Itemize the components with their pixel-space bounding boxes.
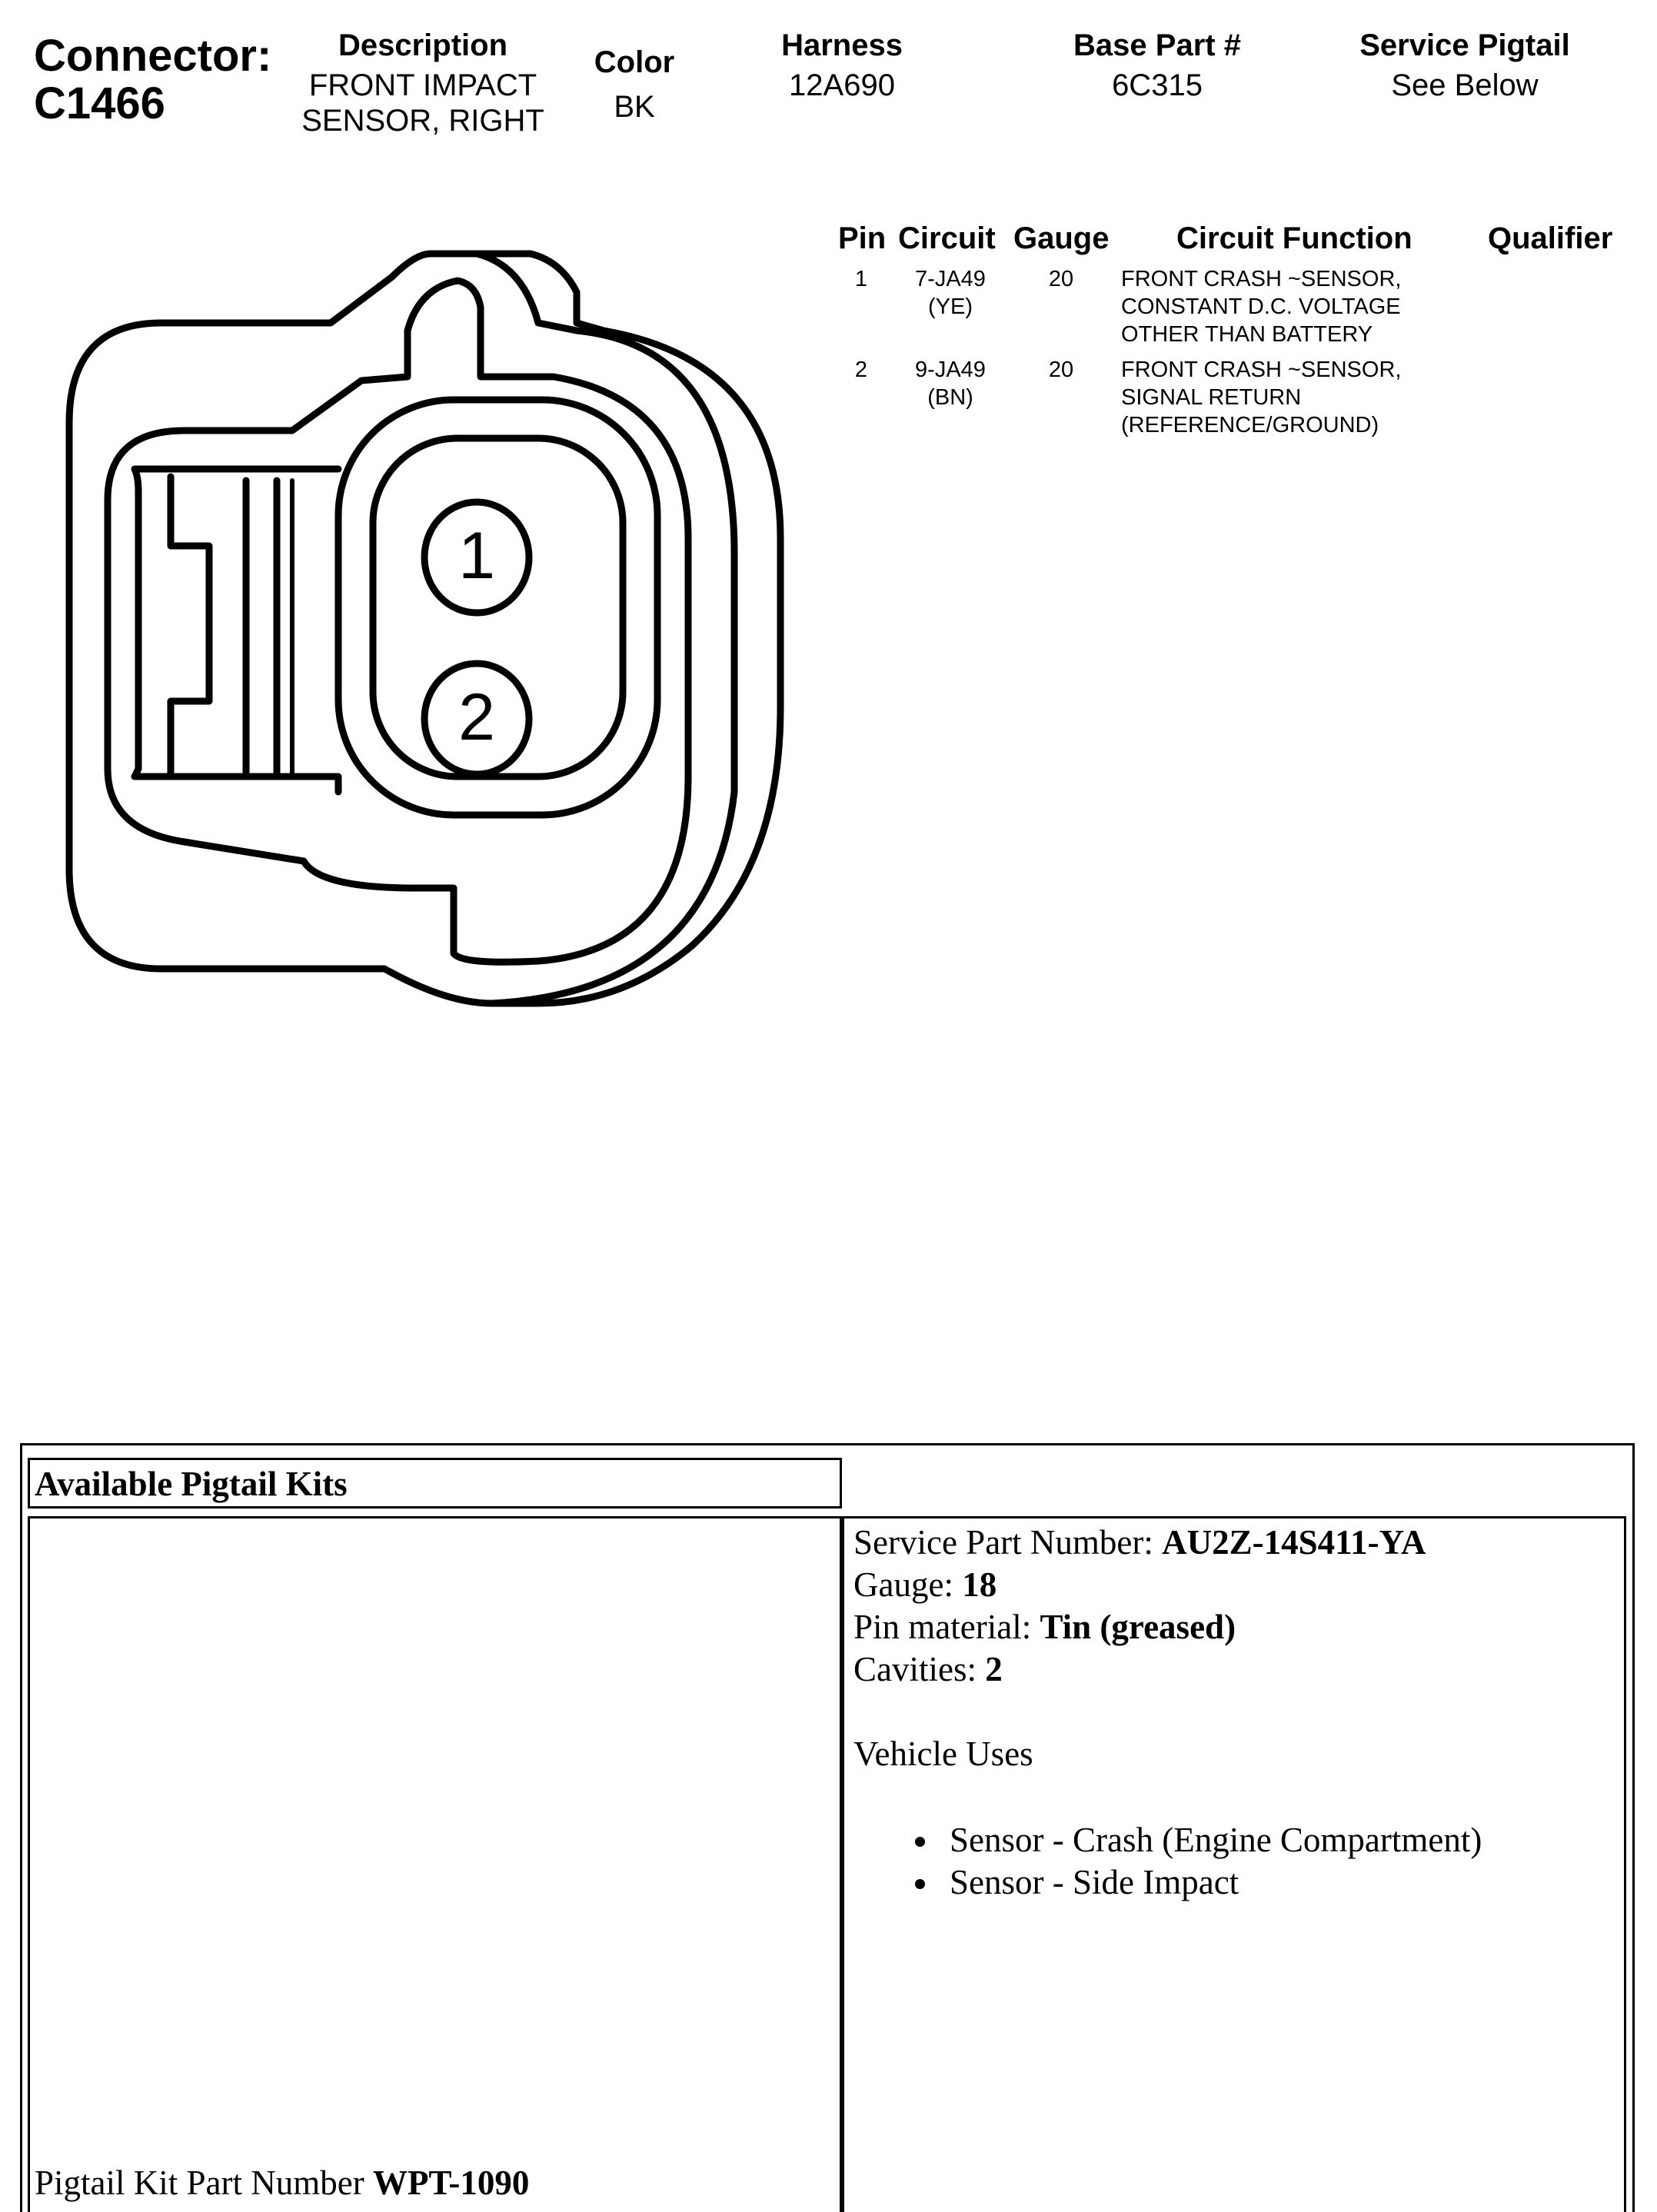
pigtail-kit-part-number [35,2162,529,2204]
pin-material-line [853,1606,1615,1648]
pin-1-function-line-3: OTHER THAN BATTERY [1121,322,1373,347]
service-pigtail-value: See Below [1391,68,1539,102]
description-line-1: FRONT IMPACT [308,68,537,102]
pigtail-image-cell [28,1516,842,2212]
pin-1-circuit-cell [892,265,1009,321]
description-label: Description [338,28,508,62]
connector-id: C1466 [34,78,165,128]
base-part-value: 6C315 [1112,68,1203,102]
pin-material-label: Pin material: [853,1608,1040,1646]
pin-2-wire-color: (BN) [927,385,973,410]
pin-2-circuit: 9-JA49 [915,358,986,382]
connector-face-diagram [0,0,815,1023]
gauge-column-header: Gauge [1013,221,1110,255]
pin-2-number-cell: 2 [854,358,868,382]
pigtail-title-cell [28,1458,842,1508]
description-line-2: SENSOR, RIGHT [301,104,544,138]
latch-outline [135,469,338,792]
gauge-label: Gauge: [853,1565,963,1604]
pin-1-number: 1 [458,519,495,593]
service-part-value: AU2Z-14S411-YA [1162,1523,1426,1562]
gauge-line [853,1564,1615,1606]
pin-2-function-line-3: (REFERENCE/GROUND) [1121,413,1379,437]
color-value: BK [614,90,655,124]
service-part-label: Service Part Number: [853,1523,1163,1562]
pin-1-gauge-cell: 20 [1048,267,1074,291]
pin-2-function-cell [1121,356,1475,439]
vehicle-use-item: Sensor - Side Impact [853,1861,1615,1904]
base-part-column [1030,28,1284,103]
vehicle-uses-list [853,1819,1615,1904]
pin-1-function-line-2: CONSTANT D.C. VOLTAGE [1121,294,1401,319]
gauge-value: 18 [962,1565,997,1604]
housing-inner-outline [108,281,688,962]
pin-2-gauge-cell: 20 [1048,358,1074,382]
pin-2-function-line-2: SIGNAL RETURN [1121,385,1302,410]
pin-1-circuit: 7-JA49 [915,267,986,291]
pin-2-function-line-1: FRONT CRASH ~SENSOR, [1121,358,1402,382]
pin-column-header: Pin [838,221,887,255]
connector-label: Connector: [34,31,272,81]
service-pigtail-column [1330,28,1599,103]
pigtail-kit-label: Pigtail Kit Part Number [35,2164,373,2202]
vehicle-uses-label: Vehicle Uses [853,1735,1033,1773]
pin-1-function-cell [1121,265,1475,348]
service-part-number [853,1522,1615,1564]
qualifier-column-header: Qualifier [1488,221,1613,255]
color-label: Color [594,45,675,79]
pigtail-kit-value: WPT-1090 [372,2164,530,2202]
pin-2-number: 2 [458,680,495,754]
function-column-header: Circuit Function [1176,221,1412,255]
pin-2-circuit-cell [892,356,1009,411]
latch-tab [171,477,209,777]
pigtail-details-cell [842,1516,1626,2212]
pin-1-function-line-1: FRONT CRASH ~SENSOR, [1121,267,1402,291]
pin-1-wire-color: (YE) [928,294,973,319]
pin-1-number-cell: 1 [854,267,868,291]
service-pigtail-label: Service Pigtail [1359,28,1570,62]
harness-label: Harness [781,28,903,62]
cavities-line [853,1648,1615,1691]
circuit-column-header: Circuit [898,221,996,255]
pigtail-details [853,1522,1615,1904]
pigtail-title: Available Pigtail Kits [35,1465,348,1503]
vehicle-use-item: Sensor - Crash (Engine Compartment) [853,1819,1615,1861]
base-part-label: Base Part # [1073,28,1241,62]
pin-material-value: Tin (greased) [1040,1608,1236,1646]
cavities-label: Cavities: [853,1650,986,1688]
harness-value: 12A690 [789,68,895,102]
cavities-value: 2 [985,1650,1003,1688]
